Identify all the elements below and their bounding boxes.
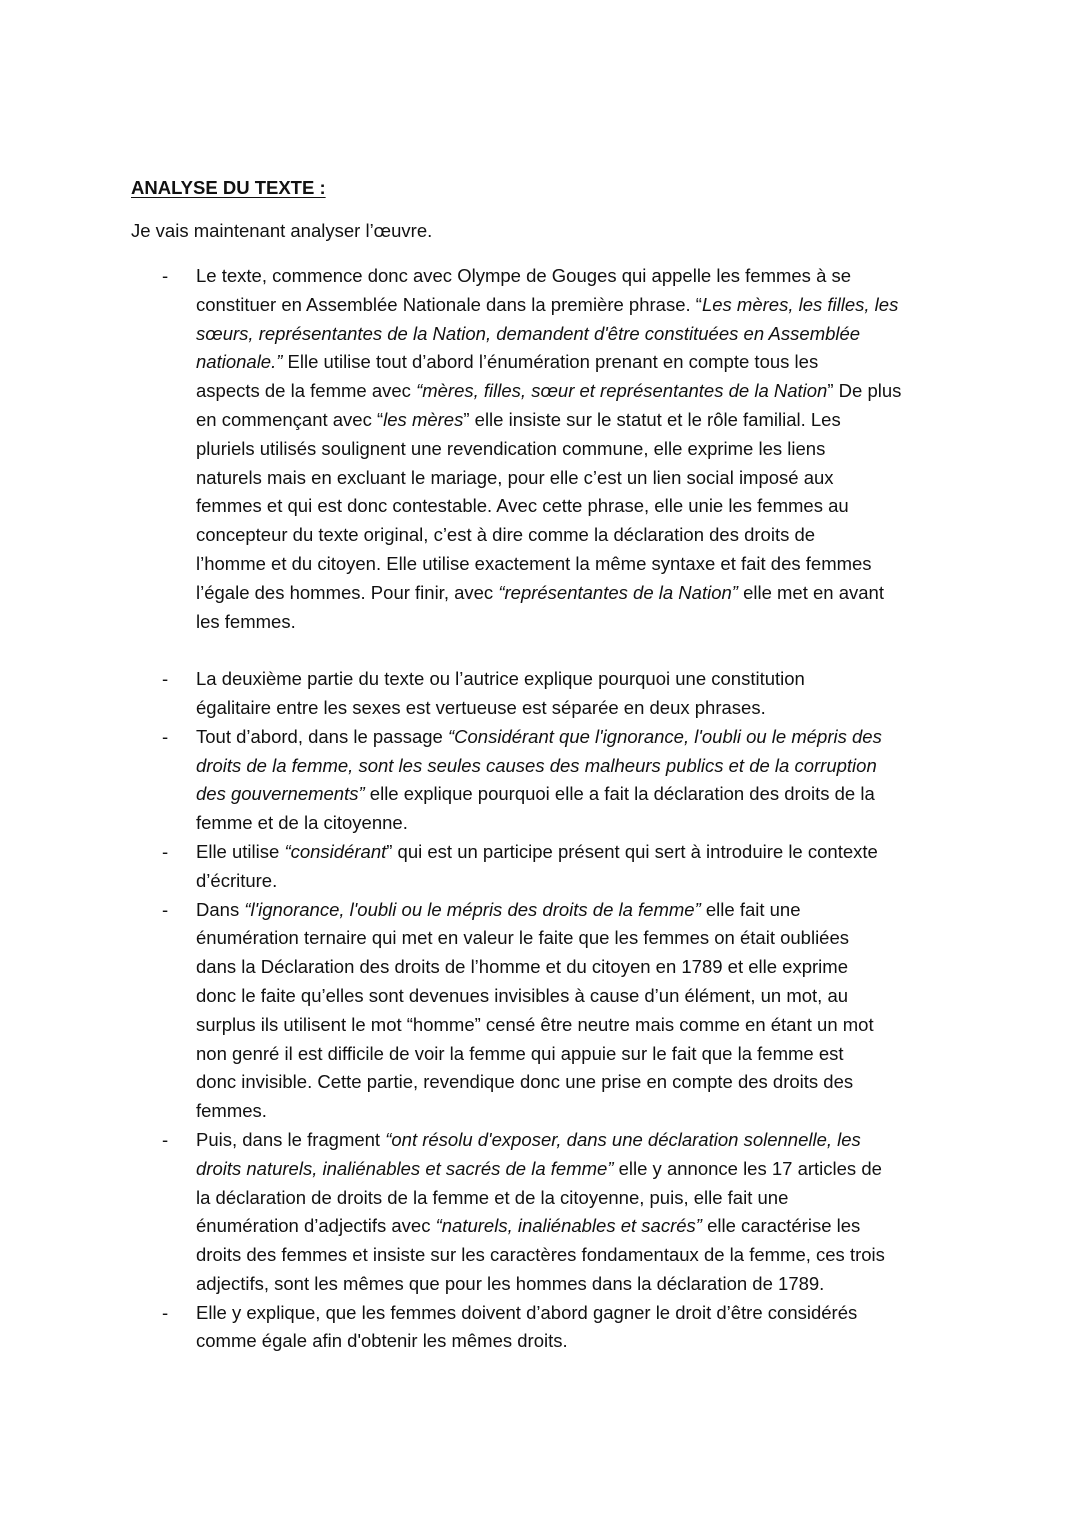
body-text: adjectifs, sont les mêmes que pour les hommes dans la déclaration de 1789. <box>196 1272 825 1294</box>
list-item <box>131 896 961 1126</box>
body-text: La deuxième partie du texte ou l’autrice explique pourquoi une constitution <box>196 668 805 690</box>
body-text: constituer en Assemblée Nationale dans la première phrase. “ <box>196 293 702 315</box>
list-item <box>131 1126 961 1299</box>
body-text: l’homme et du citoyen. Elle utilise exactement la même syntaxe et fait des femmes <box>196 552 872 574</box>
text-line <box>196 1327 961 1356</box>
quotation-text: “Considérant que l'ignorance, l'oubli ou le mépris des <box>447 725 882 747</box>
text-line <box>196 665 961 694</box>
quotation-text: droits naturels, inaliénables et sacrés de la femme” <box>196 1157 614 1179</box>
body-text: comme égale afin d'obtenir les mêmes droits. <box>196 1330 568 1352</box>
body-text: égalitaire entre les sexes est vertueuse est séparée en deux phrases. <box>196 696 766 718</box>
text-line <box>196 1011 961 1040</box>
quotation-text: les mères <box>383 408 464 430</box>
quotation-text: “représentantes de la Nation” <box>498 581 738 603</box>
text-line <box>196 521 961 550</box>
list-item <box>131 723 961 838</box>
text-line <box>196 924 961 953</box>
body-text: la déclaration de droits de la femme et de la citoyenne, puis, elle fait une <box>196 1186 789 1208</box>
quotation-text: des gouvernements” <box>196 783 365 805</box>
text-line <box>196 838 961 867</box>
body-text: énumération d’adjectifs avec <box>196 1215 436 1237</box>
text-line <box>196 608 961 637</box>
body-text: d’écriture. <box>196 869 278 891</box>
body-text: elle caractérise les <box>701 1215 861 1237</box>
list-item <box>131 665 961 723</box>
analysis-bullet-list <box>131 262 961 1356</box>
body-text: aspects de la femme avec <box>196 380 417 402</box>
quotation-text: “considérant <box>284 840 387 862</box>
body-text: femmes et qui est donc contestable. Avec cette phrase, elle unie les femmes au <box>196 495 849 517</box>
body-text: elle y annonce les 17 articles de <box>613 1157 882 1179</box>
body-text: énumération ternaire qui met en valeur le faite que les femmes on était oubliées <box>196 927 850 949</box>
body-text: concepteur du texte original, c’est à dire comme la déclaration des droits de <box>196 524 816 546</box>
text-line <box>196 1212 961 1241</box>
quotation-text: “mères, filles, sœur et représentantes de la Nation <box>416 380 828 402</box>
text-line <box>196 492 961 521</box>
text-line <box>196 982 961 1011</box>
body-text: non genré il est difficile de voir la femme qui appuie sur le fait que la femme est <box>196 1042 844 1064</box>
body-text: ” qui est un participe présent qui sert à introduire le contexte <box>386 840 878 862</box>
body-text: droits des femmes et insiste sur les caractères fondamentaux de la femme, ces trois <box>196 1244 885 1266</box>
bullet-dash: - <box>162 1128 169 1150</box>
body-text: surplus ils utilisent le mot “homme” censé être neutre mais comme en étant un mot <box>196 1013 874 1035</box>
body-text: Tout d’abord, dans le passage <box>196 725 448 747</box>
bullet-dash: - <box>162 725 169 747</box>
text-line <box>196 464 961 493</box>
section-heading: ANALYSE DU TEXTE : <box>131 177 326 198</box>
bullet-dash: - <box>162 265 169 286</box>
list-item <box>131 262 961 636</box>
list-item <box>131 1299 961 1357</box>
text-line <box>196 1097 961 1126</box>
text-line <box>196 348 961 377</box>
text-line <box>196 435 961 464</box>
body-text: Elle utilise <box>196 840 285 862</box>
body-text: Puis, dans le fragment <box>196 1128 386 1150</box>
body-text: ” elle insiste sur le statut et le rôle familial. Les <box>463 408 841 430</box>
body-text: femmes. <box>196 1100 267 1122</box>
text-line <box>196 867 961 896</box>
quotation-text: nationale.” <box>196 351 283 373</box>
list-item <box>131 838 961 896</box>
quotation-text: Les mères, les filles, les <box>701 293 899 315</box>
text-line <box>196 1068 961 1097</box>
intro-paragraph: Je vais maintenant analyser l’œuvre. <box>131 220 433 241</box>
text-line <box>196 1241 961 1270</box>
body-text: les femmes. <box>196 610 296 632</box>
quotation-text: droits de la femme, sont les seules causes des malheurs publics et de la corruption <box>196 754 877 776</box>
text-line <box>196 723 961 752</box>
text-line <box>196 579 961 608</box>
text-line <box>196 752 961 781</box>
text-line <box>196 1040 961 1069</box>
body-text: Elle utilise tout d’abord l’énumération prenant en compte tous les <box>282 351 819 373</box>
bullet-dash: - <box>162 1301 169 1323</box>
body-text: donc le faite qu’elles sont devenues invisibles à cause d’un élément, un mot, au <box>196 984 849 1006</box>
text-line <box>196 953 961 982</box>
body-text: elle fait une <box>700 898 801 920</box>
body-text: donc invisible. Cette partie, revendique donc une prise en compte des droits des <box>196 1071 854 1093</box>
bullet-dash: - <box>162 668 169 690</box>
body-text: Le texte, commence donc avec Olympe de Gouges qui appelle les femmes à se <box>196 265 852 286</box>
text-line <box>196 1126 961 1155</box>
body-text: dans la Déclaration des droits de l’homme et du citoyen en 1789 et elle exprime <box>196 956 848 978</box>
body-text: l’égale des hommes. Pour finir, avec <box>196 581 499 603</box>
body-text: pluriels utilisés soulignent une revendication commune, elle exprime les liens <box>196 437 826 459</box>
text-line <box>196 896 961 925</box>
quotation-text: “naturels, inaliénables et sacrés” <box>435 1215 702 1237</box>
text-line <box>196 550 961 579</box>
text-line <box>196 320 961 349</box>
text-line <box>196 262 961 291</box>
text-line <box>196 1184 961 1213</box>
body-text: en commençant avec “ <box>196 408 384 430</box>
body-text: naturels mais en excluant le mariage, pour elle c’est un lien social imposé aux <box>196 466 834 488</box>
body-text: ” De plus <box>827 380 902 402</box>
body-text: femme et de la citoyenne. <box>196 812 408 834</box>
quotation-text: sœurs, représentantes de la Nation, demandent d'être constituées en Assemblée <box>196 322 861 344</box>
text-line <box>196 291 961 320</box>
body-text: Dans <box>196 898 245 920</box>
text-line <box>196 780 961 809</box>
body-text: elle explique pourquoi elle a fait la déclaration des droits de la <box>364 783 875 805</box>
text-line <box>196 809 961 838</box>
text-line <box>196 1155 961 1184</box>
bullet-dash: - <box>162 840 169 862</box>
text-line <box>196 1270 961 1299</box>
bullet-dash: - <box>162 898 169 920</box>
body-text: Elle y explique, que les femmes doivent d’abord gagner le droit d’être considérés <box>196 1301 858 1323</box>
text-line <box>196 377 961 406</box>
quotation-text: “ont résolu d'exposer, dans une déclaration solennelle, les <box>385 1128 861 1150</box>
text-line <box>196 406 961 435</box>
quotation-text: “l'ignorance, l'oubli ou le mépris des droits de la femme” <box>244 898 701 920</box>
text-line <box>196 694 961 723</box>
body-text: elle met en avant <box>737 581 884 603</box>
text-line <box>196 1299 961 1328</box>
